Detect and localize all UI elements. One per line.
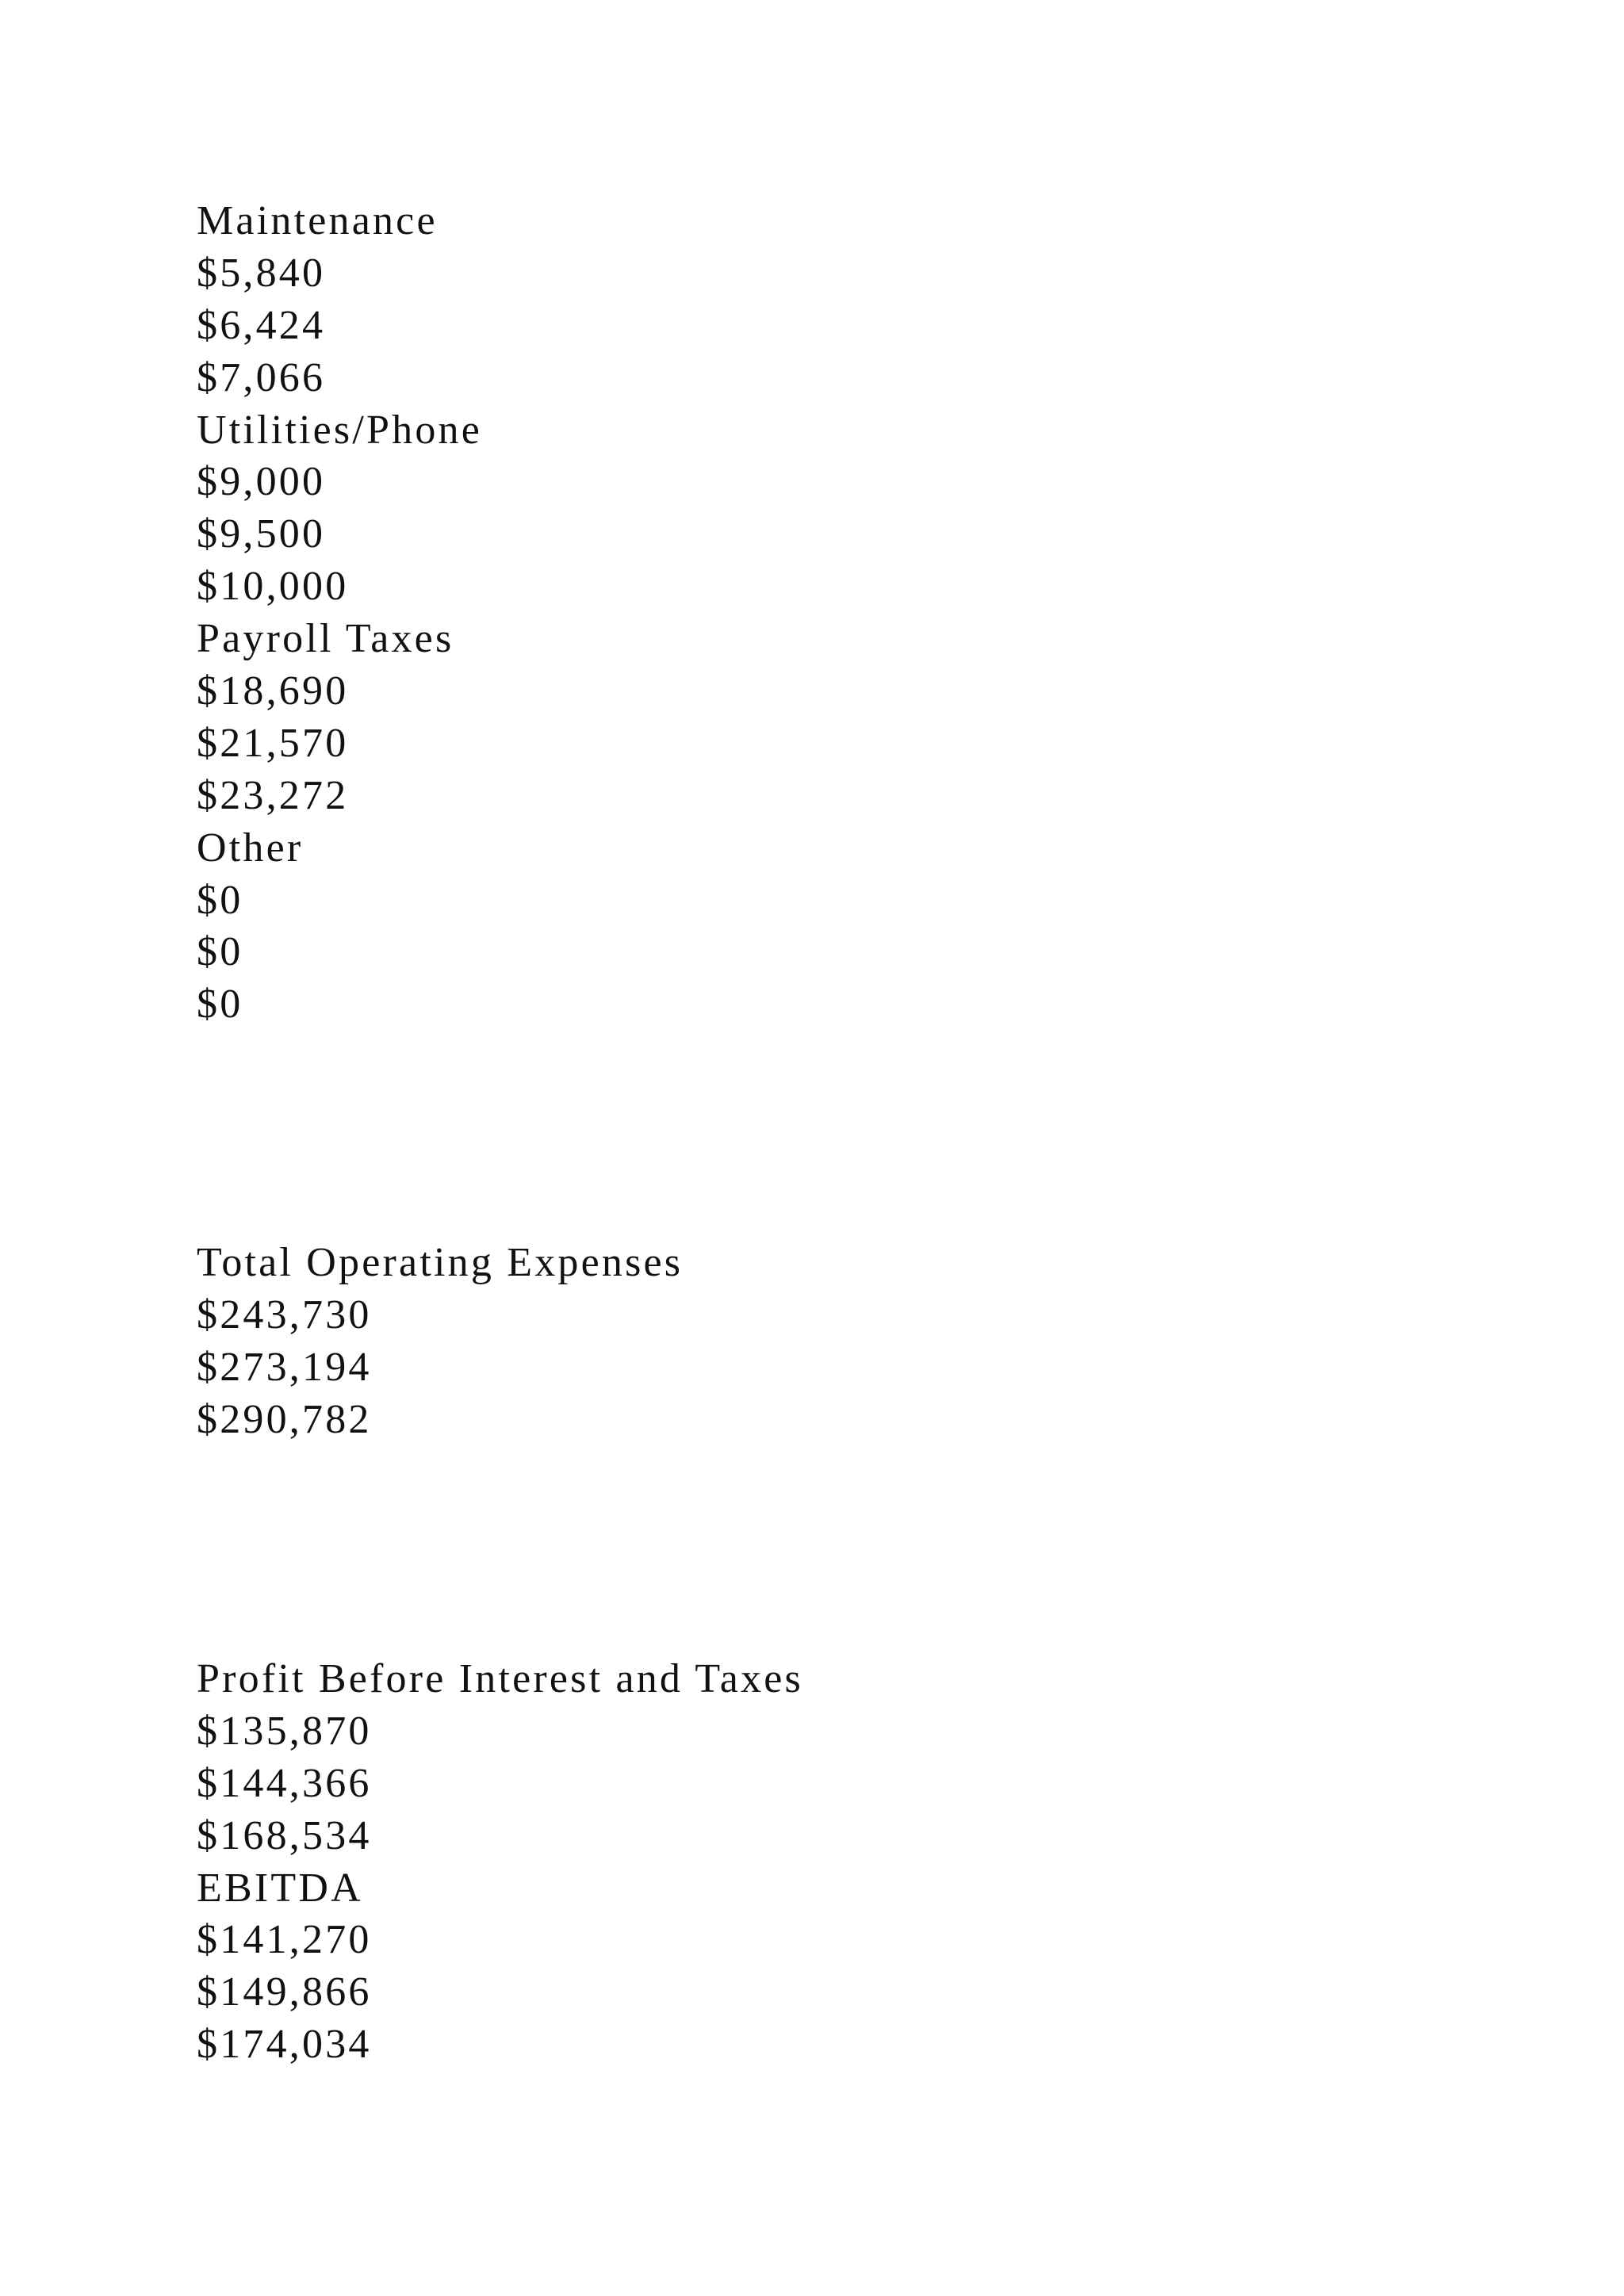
row-label-utilities-phone: Utilities/Phone [197, 407, 482, 453]
pbit-value-2: $144,366 [197, 1760, 372, 1806]
other-value-1: $0 [197, 877, 243, 923]
row-label-other: Other [197, 825, 304, 871]
pbit-value-1: $135,870 [197, 1708, 372, 1754]
row-label-payroll-taxes: Payroll Taxes [197, 616, 454, 662]
maintenance-value-2: $6,424 [197, 302, 326, 348]
payroll-taxes-value-2: $21,570 [197, 720, 349, 766]
utilities-phone-value-1: $9,000 [197, 459, 326, 505]
payroll-taxes-value-1: $18,690 [197, 668, 349, 714]
payroll-taxes-value-3: $23,272 [197, 772, 349, 818]
other-value-3: $0 [197, 982, 243, 1027]
row-label-ebitda: EBITDA [197, 1865, 363, 1911]
ebitda-value-3: $174,034 [197, 2022, 372, 2068]
row-label-profit-before-interest-and-taxes: Profit Before Interest and Taxes [197, 1656, 803, 1701]
pbit-value-3: $168,534 [197, 1812, 372, 1858]
total-operating-expenses-block [197, 1237, 683, 1446]
row-label-total-operating-expenses: Total Operating Expenses [197, 1240, 684, 1285]
ebitda-value-2: $149,866 [197, 1969, 372, 2015]
row-label-maintenance: Maintenance [197, 198, 438, 243]
profit-block [197, 1653, 803, 2071]
other-value-2: $0 [197, 929, 243, 975]
total-operating-expenses-value-2: $273,194 [197, 1344, 372, 1390]
maintenance-value-1: $5,840 [197, 250, 326, 296]
maintenance-value-3: $7,066 [197, 354, 326, 400]
total-operating-expenses-value-3: $290,782 [197, 1396, 372, 1442]
utilities-phone-value-2: $9,500 [197, 511, 326, 557]
utilities-phone-value-3: $10,000 [197, 564, 349, 610]
ebitda-value-1: $141,270 [197, 1917, 372, 1963]
total-operating-expenses-value-1: $243,730 [197, 1292, 372, 1337]
operating-expense-items [197, 195, 482, 1031]
